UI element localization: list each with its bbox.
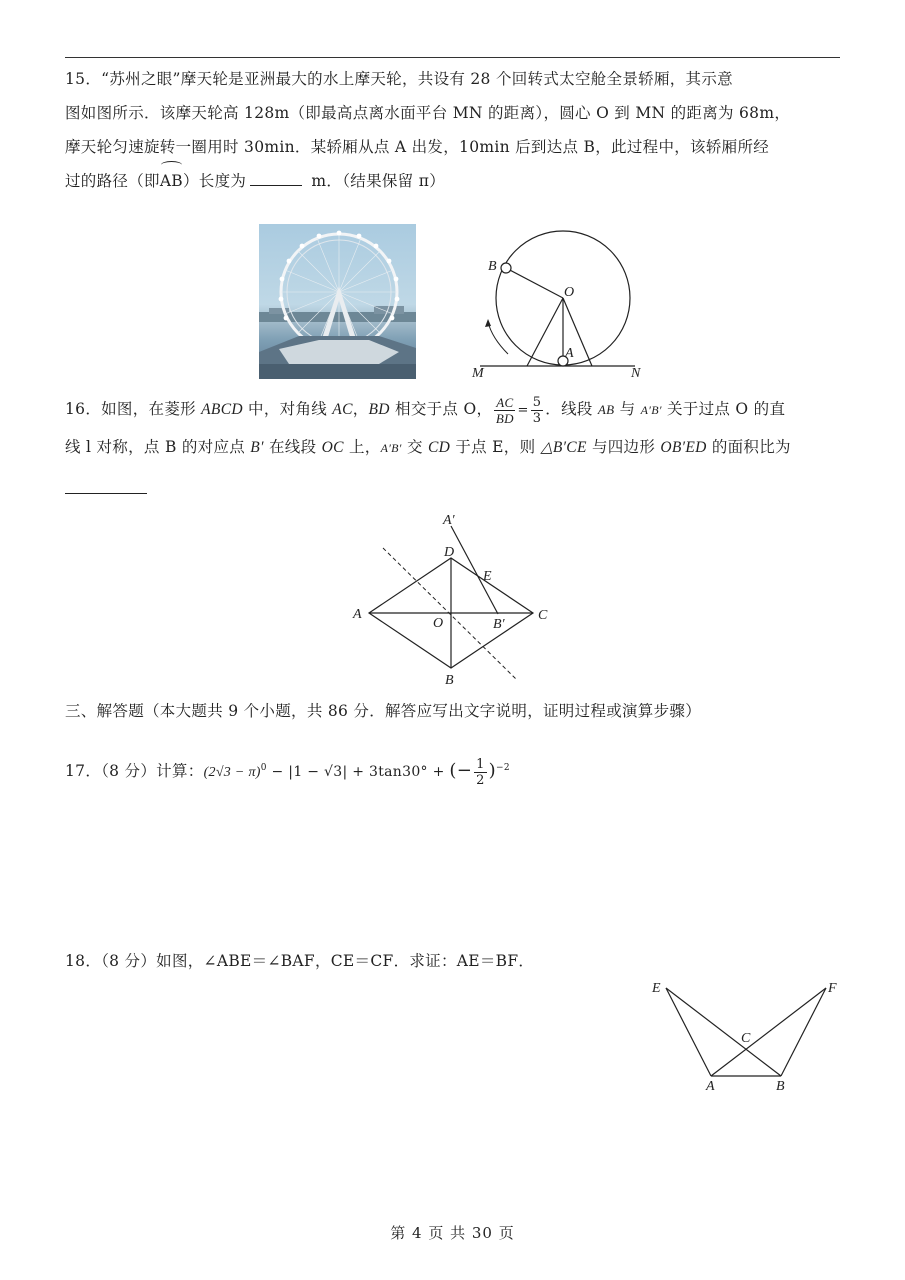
label-a-prime: A′ xyxy=(443,513,455,528)
ferris-wheel-photo-drawing xyxy=(259,224,416,379)
q16-ratio-value xyxy=(531,395,544,426)
label-a: A xyxy=(565,346,574,361)
label-b: B xyxy=(445,673,454,688)
q15-line-4-mid: ）长度为 xyxy=(183,172,247,190)
q16-apbp: A′B′ xyxy=(640,403,662,417)
header-rule xyxy=(65,57,840,58)
q16-text: 与 xyxy=(614,400,641,418)
segment-eb xyxy=(666,988,781,1076)
frac-numerator: AC xyxy=(496,394,514,410)
q16-text: 线 l 对称，点 B 的对应点 xyxy=(65,438,251,456)
label-m: M xyxy=(472,366,484,381)
q17-term-2: − |1 − √3| + 3tan30° + xyxy=(266,764,450,781)
q16-text: 交 xyxy=(401,438,428,456)
ferris-wheel-photo xyxy=(259,224,416,379)
q16-bp: B′ xyxy=(250,439,264,456)
rhombus-diagram xyxy=(345,508,560,688)
q15-line-4 xyxy=(65,164,845,198)
support-left xyxy=(527,298,563,366)
q17-half-fraction xyxy=(474,757,487,788)
q16-text: 16．如图，在菱形 xyxy=(65,400,202,418)
q15-line-2: 图如图所示．该摩天轮高 128m（即最高点离水面平台 MN 的距离），圆心 O 到 MN 的距离为 68m， xyxy=(65,104,791,122)
label-o: O xyxy=(433,616,444,631)
section-3-text: 三、解答题（本大题共 9 个小题，共 86 分．解答应写出文字说明，证明过程或演算步骤） xyxy=(65,702,701,720)
half-numerator: 1 xyxy=(476,756,485,772)
label-b: B xyxy=(776,1079,785,1094)
q17-term-1: (2√3 − π) xyxy=(203,765,261,781)
label-c: C xyxy=(741,1031,751,1046)
label-e: E xyxy=(483,569,492,584)
segment-fb xyxy=(781,988,826,1076)
point-b-cabin xyxy=(501,263,511,273)
rotation-arrow xyxy=(488,322,508,354)
q16-bd: BD xyxy=(368,401,390,418)
q16-answer-blank[interactable] xyxy=(65,492,147,494)
segment-ea xyxy=(666,988,711,1076)
label-e: E xyxy=(652,981,661,996)
q16-oc: OC xyxy=(321,439,344,456)
label-o: O xyxy=(564,285,575,300)
q17-term-4: ) xyxy=(488,760,496,782)
q16-cd: CD xyxy=(427,439,451,456)
q16-rhombus-name: ABCD xyxy=(201,401,243,418)
section-3-heading xyxy=(65,694,845,728)
q15-line-1: 15．“苏州之眼”摩天轮是亚洲最大的水上摩天轮，共设有 28 个回转式太空舱全景轿厢，其示意 xyxy=(65,70,733,88)
q16-ac: AC xyxy=(332,401,353,418)
frac-value-denominator: 3 xyxy=(532,410,542,426)
q16-line-2 xyxy=(65,430,845,464)
q18-text: 18．（8 分）如图，∠ABE＝∠BAF，CE＝CF．求证：AE＝BF． xyxy=(65,952,535,970)
question-16 xyxy=(65,392,845,464)
segment-fa xyxy=(711,988,826,1076)
label-b-prime: B′ xyxy=(493,617,505,632)
q16-text: 上， xyxy=(343,438,381,456)
label-n: N xyxy=(631,366,641,381)
q18-diagram xyxy=(648,978,848,1098)
label-a: A xyxy=(706,1079,715,1094)
q16-apbp-2: A′B′ xyxy=(380,441,402,455)
q16-text: 中，对角线 xyxy=(242,400,333,418)
q17-exponent-0: 0 xyxy=(260,763,267,773)
q17-prefix: 17．（8 分）计算： xyxy=(65,762,204,781)
arc-ab-label: AB xyxy=(160,164,183,198)
ferris-wheel-diagram xyxy=(470,226,650,384)
q17-exponent-neg2: −2 xyxy=(496,763,510,773)
half-denominator: 2 xyxy=(476,772,485,788)
q16-text: 于点 E，则 xyxy=(450,438,541,456)
q16-ab: AB xyxy=(597,402,615,417)
q16-quadrilateral: OB′ED xyxy=(660,439,707,456)
question-15 xyxy=(65,62,845,198)
q16-ratio-fraction xyxy=(494,395,515,426)
q15-line-4-pre: 过的路径（即 xyxy=(65,172,160,190)
q16-text: 关于过点 O 的直 xyxy=(661,400,786,418)
q17-term-3: (− xyxy=(449,760,473,782)
label-b: B xyxy=(488,259,497,274)
q16-text: 在线段 xyxy=(263,438,322,456)
page-footer: 第 4 页 共 30 页 xyxy=(390,1224,515,1242)
q16-line-1 xyxy=(65,392,845,426)
label-a: A xyxy=(353,607,362,622)
q16-text: 与四边形 xyxy=(586,438,661,456)
question-18 xyxy=(65,944,845,978)
frac-denominator: BD xyxy=(495,410,514,426)
radius-ob xyxy=(506,268,563,298)
q16-triangle: △B′CE xyxy=(540,439,587,456)
frac-value-numerator: 5 xyxy=(532,394,542,410)
question-17 xyxy=(65,748,845,793)
frac-equals: = xyxy=(517,403,529,418)
symmetry-line-l xyxy=(383,548,517,680)
q15-line-4-post: m．（结果保留 π） xyxy=(306,172,445,190)
q16-text: 相交于点 O， xyxy=(389,400,493,418)
q15-line-3: 摩天轮匀速旋转一圈用时 30min．某轿厢从点 A 出发，10min 后到达点 B，此过程中，该轿厢所经 xyxy=(65,138,770,156)
label-f: F xyxy=(828,981,837,996)
q17-line xyxy=(65,756,510,788)
q16-text: ．线段 xyxy=(545,400,598,418)
q15-answer-blank[interactable] xyxy=(250,169,302,186)
rotation-arrowhead xyxy=(485,319,491,327)
q16-text: ， xyxy=(352,400,369,418)
q16-text: 的面积比为 xyxy=(706,438,791,456)
label-c: C xyxy=(538,608,548,623)
label-d: D xyxy=(444,545,455,560)
